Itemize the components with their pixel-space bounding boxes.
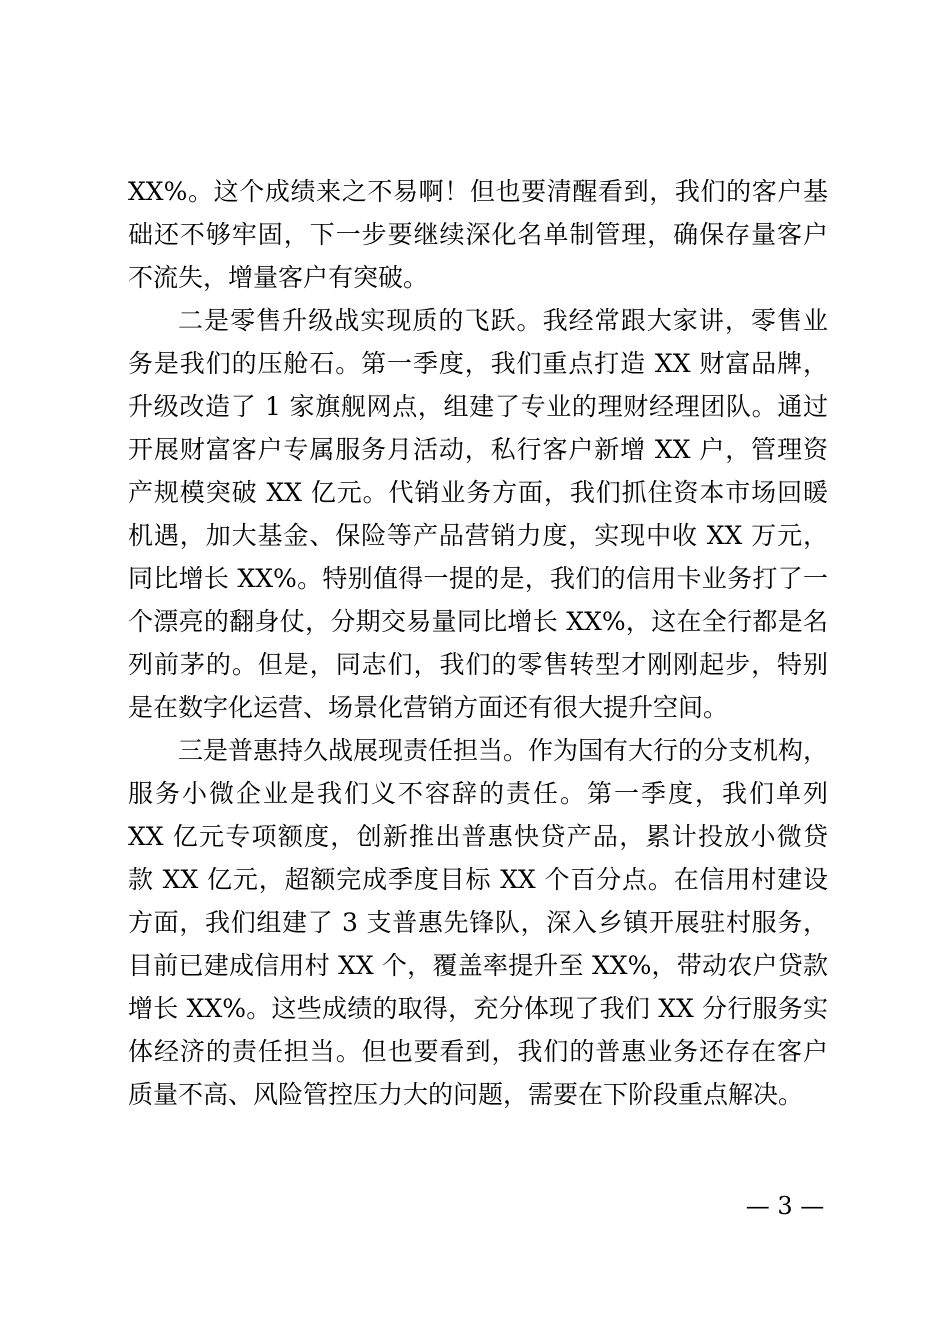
text-line: 方面，我们组建了 3 支普惠先锋队，深入乡镇开展驻村服务， xyxy=(128,908,828,937)
text-line: 二是零售升级战实现质的飞跃。我经常跟大家讲，零售业 xyxy=(178,306,828,335)
paragraph xyxy=(128,299,828,729)
text-line: 服务小微企业是我们义不容辞的责任。第一季度，我们单列 xyxy=(128,779,828,808)
paragraph xyxy=(128,170,828,299)
text-line: 质量不高、风险管控压力大的问题，需要在下阶段重点解决。 xyxy=(128,1080,804,1109)
text-line: 列前茅的。但是，同志们，我们的零售转型才刚刚起步，特别 xyxy=(128,650,828,679)
page-number: — 3 — xyxy=(745,1192,825,1220)
text-line: 三是普惠持久战展现责任担当。作为国有大行的分支机构， xyxy=(178,736,829,765)
text-line: 体经济的责任担当。但也要看到，我们的普惠业务还存在客户 xyxy=(128,1037,828,1066)
text-line: 个漂亮的翻身仗，分期交易量同比增长 XX%，这在全行都是名 xyxy=(128,607,828,636)
text-line: 同比增长 XX%。特别值得一提的是，我们的信用卡业务打了一 xyxy=(128,564,828,593)
text-line: 开展财富客户专属服务月活动，私行客户新增 XX 户，管理资 xyxy=(128,435,828,464)
text-line: 础还不够牢固，下一步要继续深化名单制管理，确保存量客户 xyxy=(128,220,828,249)
text-line: 升级改造了 1 家旗舰网点，组建了专业的理财经理团队。通过 xyxy=(128,392,828,421)
text-line: 目前已建成信用村 XX 个，覆盖率提升至 XX%，带动农户贷款 xyxy=(128,951,828,980)
text-line: 务是我们的压舱石。第一季度，我们重点打造 XX 财富品牌， xyxy=(128,349,828,378)
text-line: 不流失，增量客户有突破。 xyxy=(128,263,429,292)
document-body xyxy=(128,170,828,1116)
paragraph xyxy=(128,729,828,1116)
text-line: 产规模突破 XX 亿元。代销业务方面，我们抓住资本市场回暖 xyxy=(128,478,828,507)
text-line: XX%。这个成绩来之不易啊！但也要清醒看到，我们的客户基 xyxy=(128,177,828,206)
text-line: 机遇，加大基金、保险等产品营销力度，实现中收 XX 万元， xyxy=(128,521,828,550)
text-line: 是在数字化运营、场景化营销方面还有很大提升空间。 xyxy=(128,693,729,722)
text-line: XX 亿元专项额度，创新推出普惠快贷产品，累计投放小微贷 xyxy=(128,822,828,851)
text-line: 款 XX 亿元，超额完成季度目标 XX 个百分点。在信用村建设 xyxy=(128,865,828,894)
text-line: 增长 XX%。这些成绩的取得，充分体现了我们 XX 分行服务实 xyxy=(128,994,828,1023)
